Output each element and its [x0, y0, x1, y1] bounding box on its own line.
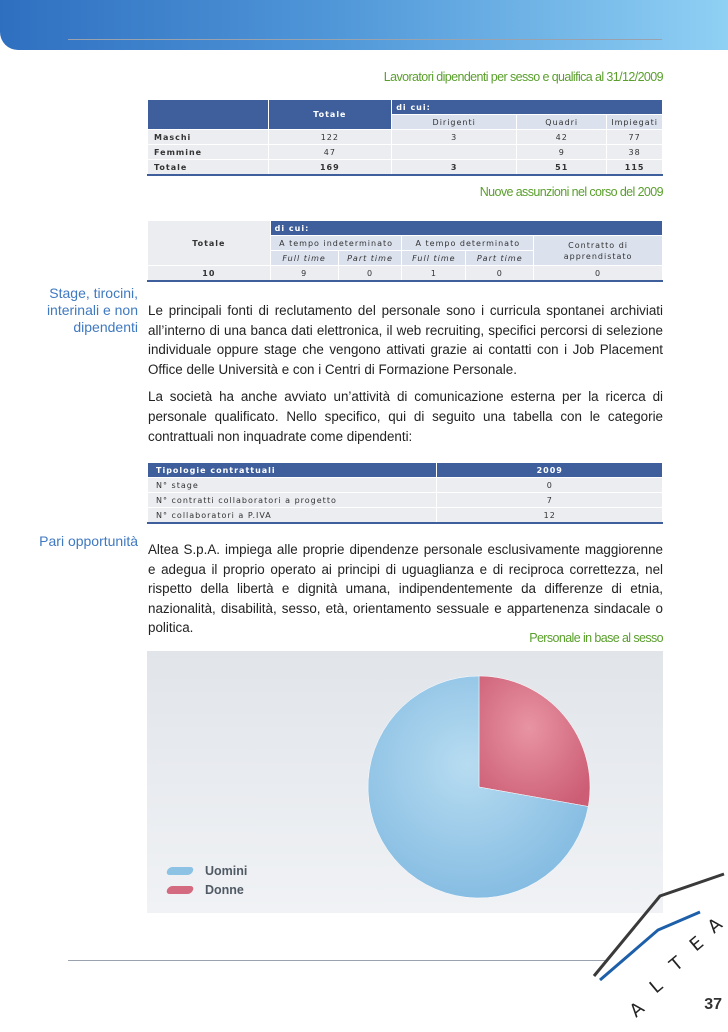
body-text-recruiting — [148, 301, 663, 454]
svg-text:L: L — [645, 975, 667, 998]
bottom-rule — [68, 960, 608, 961]
row-label: N° contratti collaboratori a progetto — [148, 493, 437, 508]
row-label: Totale — [148, 160, 269, 176]
cell-value: 12 — [437, 508, 663, 524]
svg-text:A: A — [625, 997, 649, 1022]
cell-dirigenti: 3 — [392, 160, 517, 176]
cell-impiegati: 38 — [607, 145, 663, 160]
header-band — [0, 0, 728, 50]
cell-appr: 0 — [534, 266, 663, 282]
hirings-header-pt: Part time — [338, 251, 402, 266]
paragraph: Le principali fonti di reclutamento del personale sono i curricula spontanei archiviati all’interno di una banca dati elettronica, il web recruiting, specifici percorsi di selezione individuale oppure stage che vengono attivati grazie ai contatti con i Job Placement Office delle Università e con i Centri di Formazione Personale. — [148, 303, 663, 377]
cell-dirigenti — [392, 145, 517, 160]
contracts-table — [147, 462, 663, 524]
cell-ind-ft: 9 — [270, 266, 338, 282]
chart-legend — [167, 864, 247, 897]
workers-header-totale: Totale — [268, 100, 392, 130]
cell-impiegati: 115 — [607, 160, 663, 176]
legend-swatch — [166, 867, 195, 875]
legend-item-uomini — [167, 864, 247, 878]
svg-text:T: T — [665, 952, 688, 976]
legend-swatch — [166, 886, 195, 894]
section-title-workers: Lavoratori dipendenti per sesso e qualifica al 31/12/2009 — [383, 70, 663, 84]
hirings-header-appr: Contratto di apprendistato — [534, 236, 663, 266]
cell-totale: 169 — [268, 160, 392, 176]
legend-label: Uomini — [205, 864, 248, 878]
pie-chart — [147, 651, 663, 913]
workers-header-blank — [148, 100, 269, 130]
hirings-header-ft: Full time — [270, 251, 338, 266]
cell-totale: 122 — [268, 130, 392, 145]
table-row — [148, 266, 663, 282]
cell-quadri: 9 — [517, 145, 607, 160]
workers-header-quadri: Quadri — [517, 115, 607, 130]
table-row — [148, 508, 663, 524]
cell-det-ft: 1 — [402, 266, 466, 282]
cell-totale: 47 — [268, 145, 392, 160]
row-label: N° collaboratori a P.IVA — [148, 508, 437, 524]
table-row — [148, 478, 663, 493]
pie-slices — [368, 676, 590, 898]
cell-ind-pt: 0 — [338, 266, 402, 282]
cell-dirigenti: 3 — [392, 130, 517, 145]
row-label: N° stage — [148, 478, 437, 493]
row-label: Maschi — [148, 130, 269, 145]
cell-impiegati: 77 — [607, 130, 663, 145]
cell-quadri: 42 — [517, 130, 607, 145]
workers-header-impiegati: Impiegati — [607, 115, 663, 130]
hirings-header-ft2: Full time — [402, 251, 466, 266]
table-row — [148, 493, 663, 508]
contracts-header-type: Tipologie contrattuali — [148, 463, 437, 478]
svg-text:E: E — [685, 932, 708, 956]
row-label: Femmine — [148, 145, 269, 160]
workers-header-dicui: di cui: — [392, 100, 663, 115]
table-row — [148, 160, 663, 176]
cell-det-pt: 0 — [466, 266, 534, 282]
workers-header-dirigenti: Dirigenti — [392, 115, 517, 130]
hirings-header-indet: A tempo indeterminato — [270, 236, 402, 251]
page-number: 37 — [704, 996, 722, 1013]
hirings-header-det: A tempo determinato — [402, 236, 534, 251]
side-heading-stage: Stage, tirocini, interinali e non dipendenti — [46, 285, 138, 335]
pie-slice-donne — [479, 676, 590, 807]
top-rule — [68, 39, 662, 40]
section-title-gender: Personale in base al sesso — [529, 631, 663, 645]
hirings-header-totale: Totale — [148, 221, 271, 266]
paragraph: La società ha anche avviato un’attività di comunicazione esterna per la ricerca di personale qualificato. Nello specifico, qui di seguito una tabella con le categorie contrattuali non inquadrate come dipendenti: — [148, 389, 663, 444]
section-title-hirings: Nuove assunzioni nel corso del 2009 — [479, 185, 663, 199]
contracts-header-year: 2009 — [437, 463, 663, 478]
table-row — [148, 145, 663, 160]
legend-label: Donne — [205, 883, 244, 897]
cell-quadri: 51 — [517, 160, 607, 176]
svg-text:A: A — [703, 913, 727, 938]
hirings-header-pt2: Part time — [466, 251, 534, 266]
side-heading-pari: Pari opportunità — [39, 533, 138, 549]
hirings-table — [147, 220, 663, 282]
paragraph: Altea S.p.A. impiega alle proprie dipendenze personale esclusivamente maggiorenne e adegua il proprio operato ai principi di uguaglianza e di reciproca correttezza, nel rispetto della libertà e dignità umana, indipendentemente da differenze di etnia, nazionalità, disabilità, sesso, età, orientamento sessuale e appartenenza sindacale o politica. — [148, 542, 663, 636]
cell-totale: 10 — [148, 266, 271, 282]
hirings-header-dicui: di cui: — [270, 221, 662, 236]
table-row — [148, 130, 663, 145]
legend-item-donne — [167, 883, 247, 897]
workers-table — [147, 99, 663, 176]
cell-value: 0 — [437, 478, 663, 493]
cell-value: 7 — [437, 493, 663, 508]
